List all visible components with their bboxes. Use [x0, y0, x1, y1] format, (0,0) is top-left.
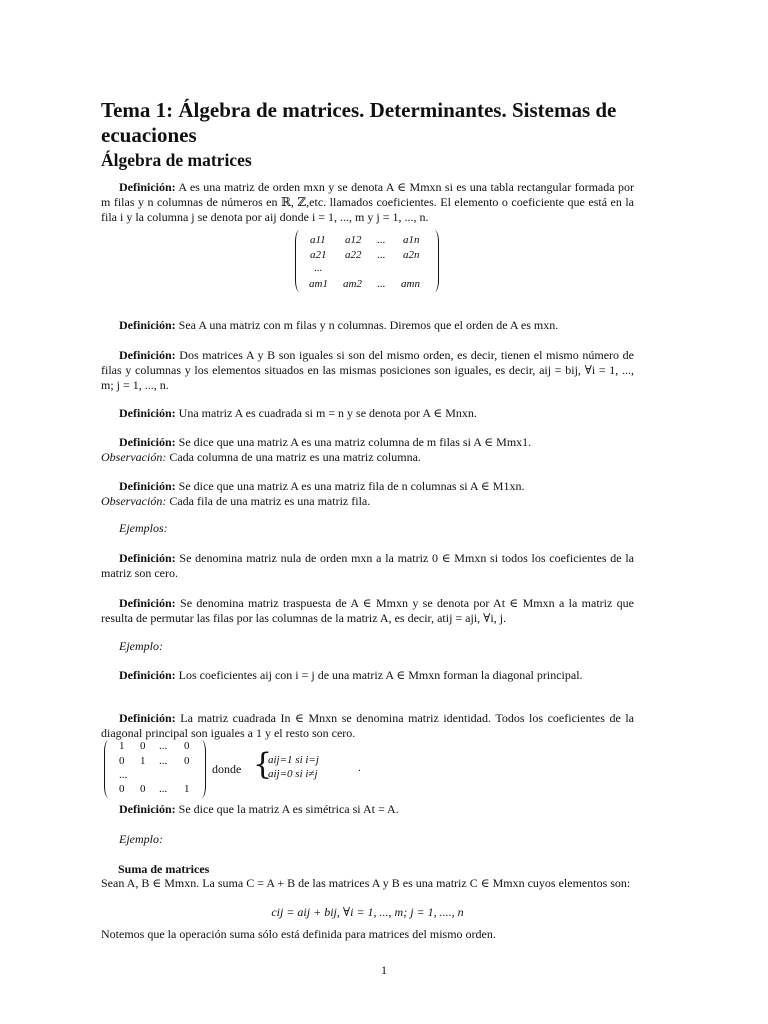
definition-text: Sea A una matriz con m filas y n columnas. Diremos que el orden de A es mxn.: [178, 318, 559, 332]
matrix-cell: 0: [184, 740, 190, 752]
matrix-cell: am2: [343, 278, 362, 290]
definition-paragraph: [101, 711, 634, 741]
definition-paragraph: [101, 318, 634, 333]
definition-paragraph: [101, 348, 634, 393]
observation-text: Cada fila de una matriz es una matriz fila.: [169, 494, 371, 508]
left-paren: [295, 230, 304, 292]
definition-label: Definición:: [119, 435, 176, 449]
matrix-cell: a1n: [403, 234, 420, 246]
matrix-cell: a2n: [403, 249, 420, 261]
page-title: Tema 1: Álgebra de matrices. Determinantes. Sistemas de ecuaciones: [101, 98, 617, 147]
definition-text: Se dice que la matriz A es simétrica si At = A.: [178, 802, 399, 816]
definition-label: Definición:: [119, 596, 176, 610]
observation-text: Cada columna de una matriz es una matriz columna.: [169, 450, 421, 464]
matrix-cell: ...: [314, 262, 323, 274]
definition-paragraph: [101, 596, 634, 626]
definition-label: Definición:: [119, 348, 176, 362]
matrix-cell: 0: [184, 755, 190, 767]
definition-paragraph: [101, 435, 634, 465]
definition-text: Se denomina matriz traspuesta de A ∈ Mmxn y se denota por At ∈ Mmxn a la matriz que resulta de permutar las filas por las columnas de la matriz A, es decir, atij = aji, ∀i, j.: [101, 596, 634, 625]
matrix-cell: ...: [159, 783, 168, 795]
case-line: aij=0 si i≠j: [268, 768, 318, 780]
definition-text: La matriz cuadrada In ∈ Mnxn se denomina matriz identidad. Todos los coeficientes de la diagonal principal son iguales a 1 y el resto son cero.: [101, 711, 635, 740]
definition-text: Se denomina matriz nula de orden mxn a la matriz 0 ∈ Mmxn si todos los coeficientes de la matriz son cero.: [101, 551, 634, 580]
matrix-cell: ...: [159, 740, 168, 752]
definition-paragraph: [101, 668, 634, 683]
observation-label: Observación:: [101, 494, 167, 508]
definition-text: Los coeficientes aij con i = j de una matriz A ∈ Mmxn forman la diagonal principal.: [178, 668, 583, 682]
definition-label: Definición:: [119, 711, 176, 725]
matrix-cell: 0: [140, 740, 146, 752]
identity-matrix: [104, 740, 206, 798]
matrix-cell: 0: [119, 783, 125, 795]
definition-text: A es una matriz de orden mxn y se denota A ∈ Mmxn si es una tabla rectangular formada por m filas y n columnas de números en ℝ, ℤ,etc. llamados coeficientes. El elemento o coeficiente que está en la fila i y la columna j se denota por aij donde i = 1, ..., m y j = 1, ..., n.: [101, 180, 634, 224]
matrix-cell: ...: [377, 278, 386, 290]
matrix-cell: 1: [140, 755, 146, 767]
matrix-cell: 1: [184, 783, 190, 795]
sum-formula: cij = aij + bij, ∀i = 1, ..., m; j = 1, ...., n: [271, 905, 464, 919]
period: .: [358, 762, 361, 774]
matrix-cell: ...: [377, 234, 386, 246]
matrix-cell: 1: [119, 740, 125, 752]
matrix-cell: a11: [310, 234, 326, 246]
matrix-cell: ...: [119, 769, 128, 781]
cases-brace: {: [253, 747, 273, 782]
matrix-cell: a12: [345, 234, 362, 246]
matrix-cell: amn: [401, 278, 420, 290]
definition-paragraph: [101, 406, 634, 421]
definition-label: Definición:: [119, 551, 176, 565]
example-text: Ejemplo:: [119, 639, 163, 653]
examples-label: [101, 521, 634, 536]
observation-label: Observación:: [101, 450, 167, 464]
definition-label: Definición:: [119, 406, 176, 420]
subsection-heading: Suma de matrices: [118, 862, 210, 876]
matrix-cell: a22: [345, 249, 362, 261]
matrix-cell: am1: [309, 278, 328, 290]
definition-label: Definición:: [119, 180, 176, 194]
definition-paragraph: [101, 802, 634, 817]
definition-text: Dos matrices A y B son iguales si son del mismo orden, es decir, tienen el mismo número de filas y columnas y los elementos situados en las mismas posiciones son iguales, es decir, aij = bij, ∀i = 1, ..., m; j = 1, ..., n.: [101, 348, 634, 392]
donde-text: donde: [212, 762, 242, 776]
definition-text: Se dice que una matriz A es una matriz columna de m filas si A ∈ Mmx1.: [178, 435, 532, 449]
right-paren: [430, 230, 439, 292]
matrix-cell: a21: [310, 249, 327, 261]
sum-paragraph: Sean A, B ∈ Mmxn. La suma C = A + B de las matrices A y B es una matriz C ∈ Mmxn cuyos elementos son:: [101, 876, 631, 890]
example-label: [101, 832, 634, 847]
sum-note: Notemos que la operación suma sólo está definida para matrices del mismo orden.: [101, 927, 496, 941]
definition-paragraph: [101, 180, 634, 225]
definition-label: Definición:: [119, 802, 176, 816]
example-label: [101, 639, 634, 654]
examples-text: Ejemplos:: [119, 521, 168, 535]
definition-paragraph: [101, 479, 634, 509]
section-heading: Álgebra de matrices: [101, 150, 252, 170]
definition-label: Definición:: [119, 318, 176, 332]
left-paren: [104, 740, 113, 798]
definition-label: Definición:: [119, 479, 176, 493]
case-line: aij=1 si i=j: [268, 754, 319, 766]
definition-label: Definición:: [119, 668, 176, 682]
matrix-cell: 0: [140, 783, 146, 795]
definition-paragraph: [101, 551, 634, 581]
matrix-cell: ...: [377, 249, 386, 261]
matrix-cell: ...: [159, 755, 168, 767]
definition-text: Una matriz A es cuadrada si m = n y se denota por A ∈ Mnxn.: [178, 406, 477, 420]
matrix-cell: 0: [119, 755, 125, 767]
general-matrix: [295, 230, 439, 292]
page-number: 1: [381, 963, 387, 977]
example-text: Ejemplo:: [119, 832, 163, 846]
right-paren: [197, 740, 206, 798]
definition-text: Se dice que una matriz A es una matriz fila de n columnas si A ∈ M1xn.: [178, 479, 525, 493]
